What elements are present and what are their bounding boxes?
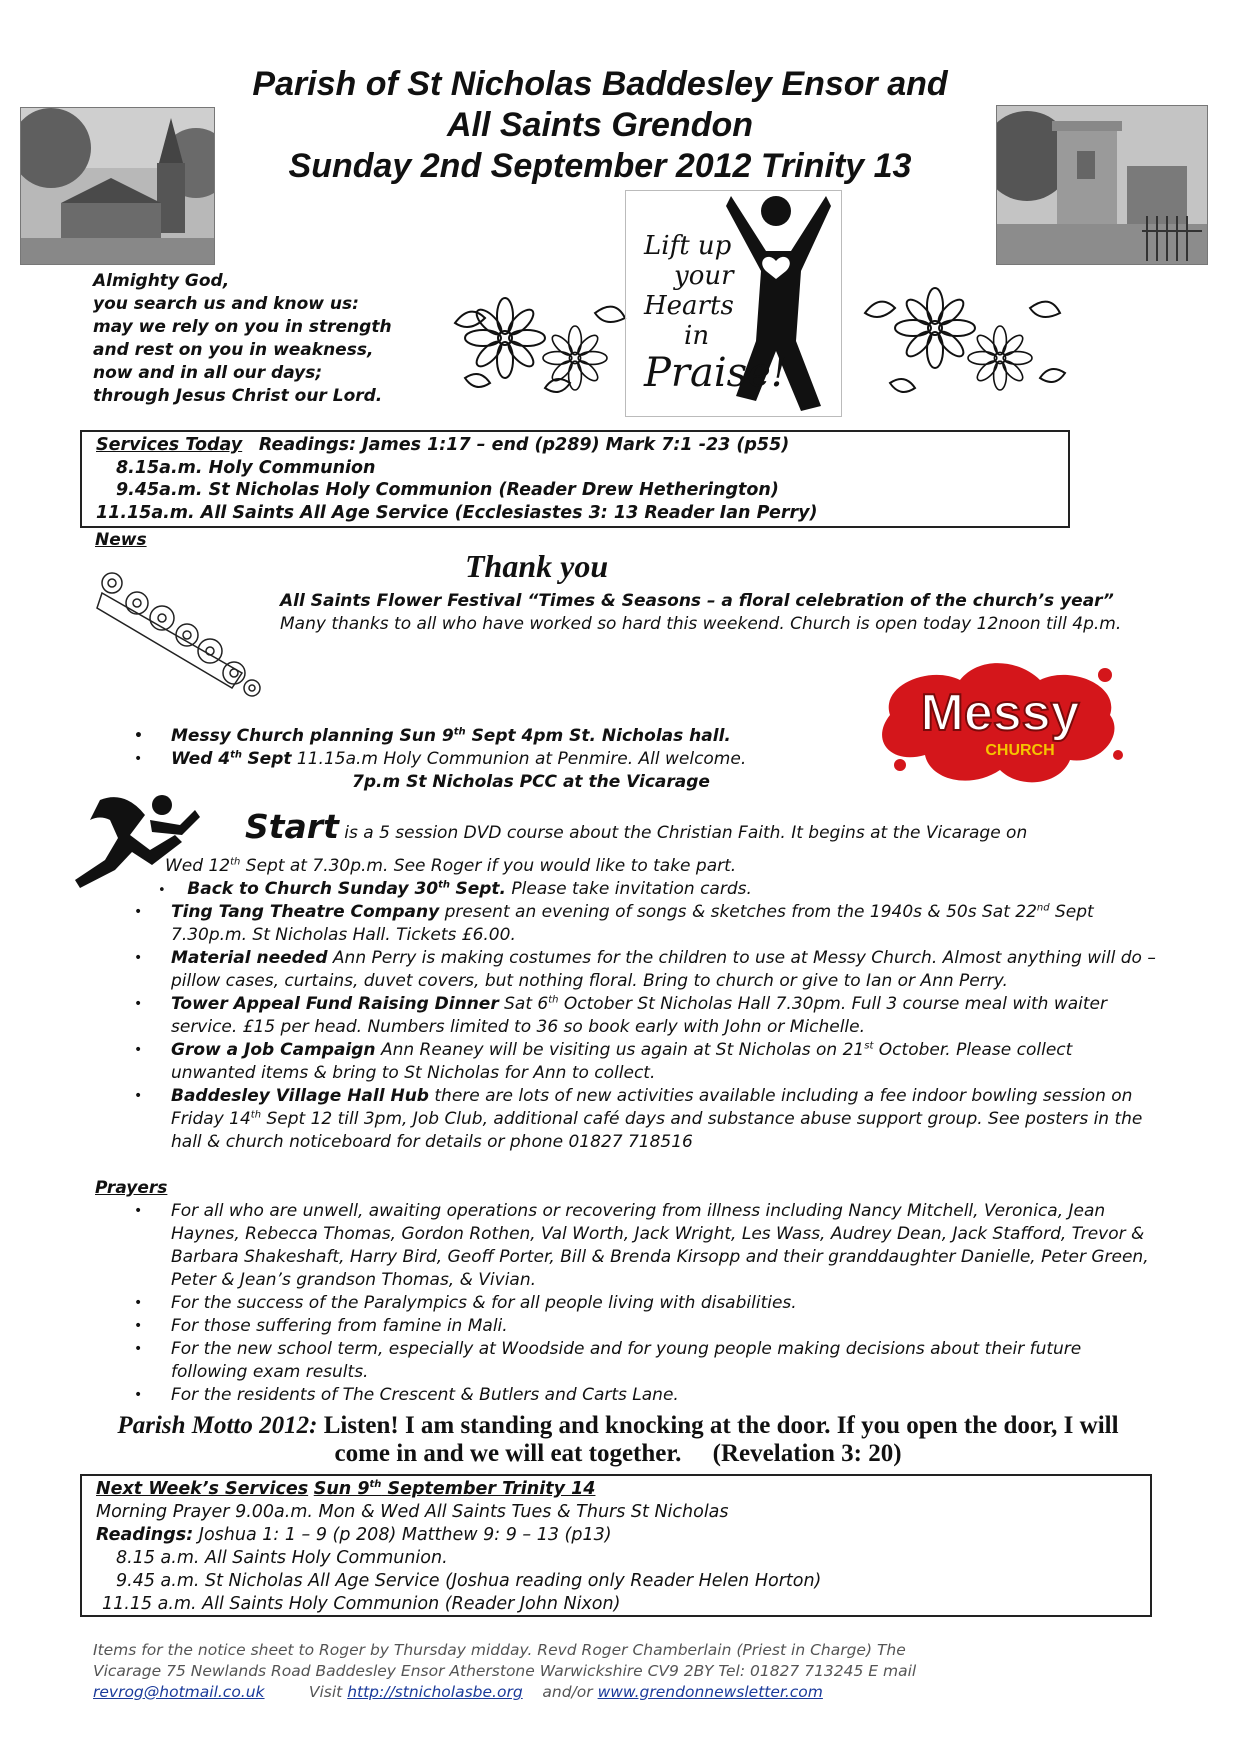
list-item: • For the new school term, especially at Woodside and for young people making decisions about their future following exam results.: [95, 1338, 1160, 1384]
title-line-1: Parish of St Nicholas Baddesley Ensor and: [252, 65, 948, 103]
back-to-church: • Back to Church Sunday 30th Sept. Please take invitation cards.: [158, 879, 752, 899]
footer-line: Items for the notice sheet to Roger by Thursday midday. Revd Roger Chamberlain (Priest in Charge) The: [93, 1641, 906, 1659]
pcc-meeting: 7p.m St Nicholas PCC at the Vicarage: [352, 772, 710, 792]
lift-up-hearts-logo: [625, 190, 842, 417]
logo-line: Praise!: [644, 350, 787, 396]
start-word: Start: [245, 807, 339, 846]
messy-logo-sub: CHURCH: [985, 742, 1055, 759]
grendon-newsletter-link[interactable]: www.grendonnewsletter.com: [597, 1683, 823, 1701]
service-line: 9.45 a.m. St Nicholas All Age Service (Joshua reading only Reader Helen Horton): [116, 1571, 822, 1591]
church-photo-right-image: [997, 106, 1207, 264]
church-photo-left-image: [21, 108, 214, 264]
flower-festival-text: Many thanks to all who have worked so hard this weekend. Church is open today 12noon till 4p.m.: [280, 614, 1122, 634]
collect-line: Almighty God,: [93, 271, 230, 291]
st-nicholas-website-link[interactable]: http://stnicholasbe.org: [347, 1683, 523, 1701]
list-item: • Wed 4th Sept 11.15a.m Holy Communion at Penmire. All welcome.: [95, 748, 855, 771]
title-line-2: All Saints Grendon: [446, 106, 754, 144]
flower-illustration-left: [435, 283, 635, 403]
start-course-text: Start is a 5 session DVD course about the Christian Faith. It begins at the Vicarage on: [245, 807, 1028, 846]
footer: [93, 1640, 1133, 1703]
morning-prayer: Morning Prayer 9.00a.m. Mon & Wed All Saints Tues & Thurs St Nicholas: [96, 1502, 729, 1522]
prayers-list: [95, 1200, 1160, 1407]
messy-logo-word: Messy: [920, 684, 1080, 742]
list-item: • For the residents of The Crescent & Butlers and Carts Lane.: [95, 1384, 1160, 1407]
collect-prayer: [93, 270, 433, 408]
motto-label: Parish Motto 2012:: [117, 1412, 318, 1439]
list-item: • Messy Church planning Sun 9th Sept 4pm St. Nicholas hall.: [95, 725, 855, 748]
list-item: • Grow a Job Campaign Ann Reaney will be visiting us again at St Nicholas on 21st October. Please collect unwanted items & bring to St Nicholas for Ann to collect.: [95, 1039, 1160, 1085]
service-line: 8.15 a.m. All Saints Holy Communion.: [116, 1548, 448, 1568]
prayers-heading: Prayers: [95, 1178, 168, 1198]
next-readings: Readings: Joshua 1: 1 – 9 (p 208) Matthew 9: 9 – 13 (p13): [96, 1525, 612, 1545]
list-item: • Tower Appeal Fund Raising Dinner Sat 6th October St Nicholas Hall 7.30pm. Full 3 course meal with waiter service. £15 per head. Numbers limited to 36 so book early with John or Michelle.: [95, 993, 1160, 1039]
messy-church-logo: [870, 655, 1130, 795]
services-today-box: [80, 430, 1070, 528]
page-title: [150, 64, 1050, 187]
flower-festival-title: All Saints Flower Festival “Times & Seasons – a floral celebration of the church’s year”: [280, 591, 1114, 611]
collect-line: now and in all our days;: [93, 363, 323, 383]
motto-ref: (Revelation 3: 20): [712, 1440, 902, 1467]
service-line: 11.15 a.m. All Saints Holy Communion (Reader John Nixon): [102, 1594, 621, 1614]
parish-motto: [98, 1412, 1138, 1468]
services-today-heading: Services Today: [96, 435, 243, 455]
list-item: • Baddesley Village Hall Hub there are lots of new activities available including a fee indoor bowling session on Friday 14th Sept 12 till 3pm, Job Club, additional café days and substance abuse support group. See posters in the hall & church noticeboard for details or phone 01827 718516: [95, 1085, 1160, 1154]
collect-line: you search us and know us:: [93, 294, 359, 314]
motto-text: Listen! I am standing and knocking at the door. If you open the door, I will come in and we will eat together.: [323, 1412, 1119, 1467]
next-week-date: Sun 9th September Trinity 14: [313, 1479, 596, 1499]
collect-line: may we rely on you in strength: [93, 317, 392, 337]
flower-strip-illustration: [92, 563, 262, 698]
next-week-heading: Next Week’s Services: [96, 1479, 309, 1499]
list-item: • Material needed Ann Perry is making costumes for the children to use at Messy Church. Almost anything will do – pillow cases, curtains, duvet covers, but nothing floral. Bring to church or give to Ian or Ann Perry.: [95, 947, 1160, 993]
news-list-top: [95, 725, 855, 771]
list-item: • Ting Tang Theatre Company present an evening of songs & sketches from the 1940s & 50s Sat 22nd Sept 7.30p.m. St Nicholas Hall. Tickets £6.00.: [95, 901, 1160, 947]
collect-line: through Jesus Christ our Lord.: [93, 386, 383, 406]
news-heading: News: [95, 530, 147, 550]
list-item: • For all who are unwell, awaiting operations or recovering from illness including Nancy Mitchell, Veronica, Jean Haynes, Rebecca Thomas, Gordon Rothen, Val Worth, Jack Wright, Les Wass, Audrey Dean, Jack Stafford, Trevor & Barbara Shakeshaft, Harry Bird, Geoff Porter, Bill & Brenda Kirsopp and their granddaughter Danielle, Peter Green, Peter & Jean’s grandson Thomas, & Vivian.: [95, 1200, 1160, 1292]
service-line: 11.15a.m. All Saints All Age Service (Ecclesiastes 3: 13 Reader Ian Perry): [96, 502, 818, 523]
thank-you-heading: Thank you: [465, 548, 609, 584]
logo-line: your: [674, 261, 734, 291]
logo-line: in: [684, 321, 710, 351]
news-list: [95, 901, 1160, 1154]
list-item: • For those suffering from famine in Mali.: [95, 1315, 1160, 1338]
collect-line: and rest on you in weakness,: [93, 340, 374, 360]
flower-illustration-right: [860, 283, 1070, 403]
start-course-text-2: Wed 12th Sept at 7.30p.m. See Roger if you would like to take part.: [165, 856, 737, 876]
email-link[interactable]: revrog@hotmail.co.uk: [93, 1683, 265, 1701]
service-line: 9.45a.m. St Nicholas Holy Communion (Reader Drew Hetherington): [116, 480, 779, 500]
next-week-services-box: [80, 1474, 1152, 1617]
st-nicholas-church-photo: [20, 107, 215, 265]
footer-links: revrog@hotmail.co.uk Visit http://stnicholasbe.org and/or www.grendonnewsletter.com: [93, 1683, 823, 1701]
footer-line: Vicarage 75 Newlands Road Baddesley Ensor Atherstone Warwickshire CV9 2BY Tel: 01827 713245 E mail: [93, 1662, 917, 1680]
logo-line: Hearts: [644, 291, 734, 321]
services-today-readings: Readings: James 1:17 – end (p289) Mark 7:1 -23 (p55): [258, 435, 790, 455]
title-line-3: Sunday 2nd September 2012 Trinity 13: [288, 147, 912, 185]
thank-you-text: [280, 590, 1140, 636]
all-saints-church-photo: [996, 105, 1208, 265]
service-line: 8.15a.m. Holy Communion: [116, 457, 376, 478]
list-item: • For the success of the Paralympics & for all people living with disabilities.: [95, 1292, 1160, 1315]
logo-line: Lift up: [644, 231, 732, 261]
